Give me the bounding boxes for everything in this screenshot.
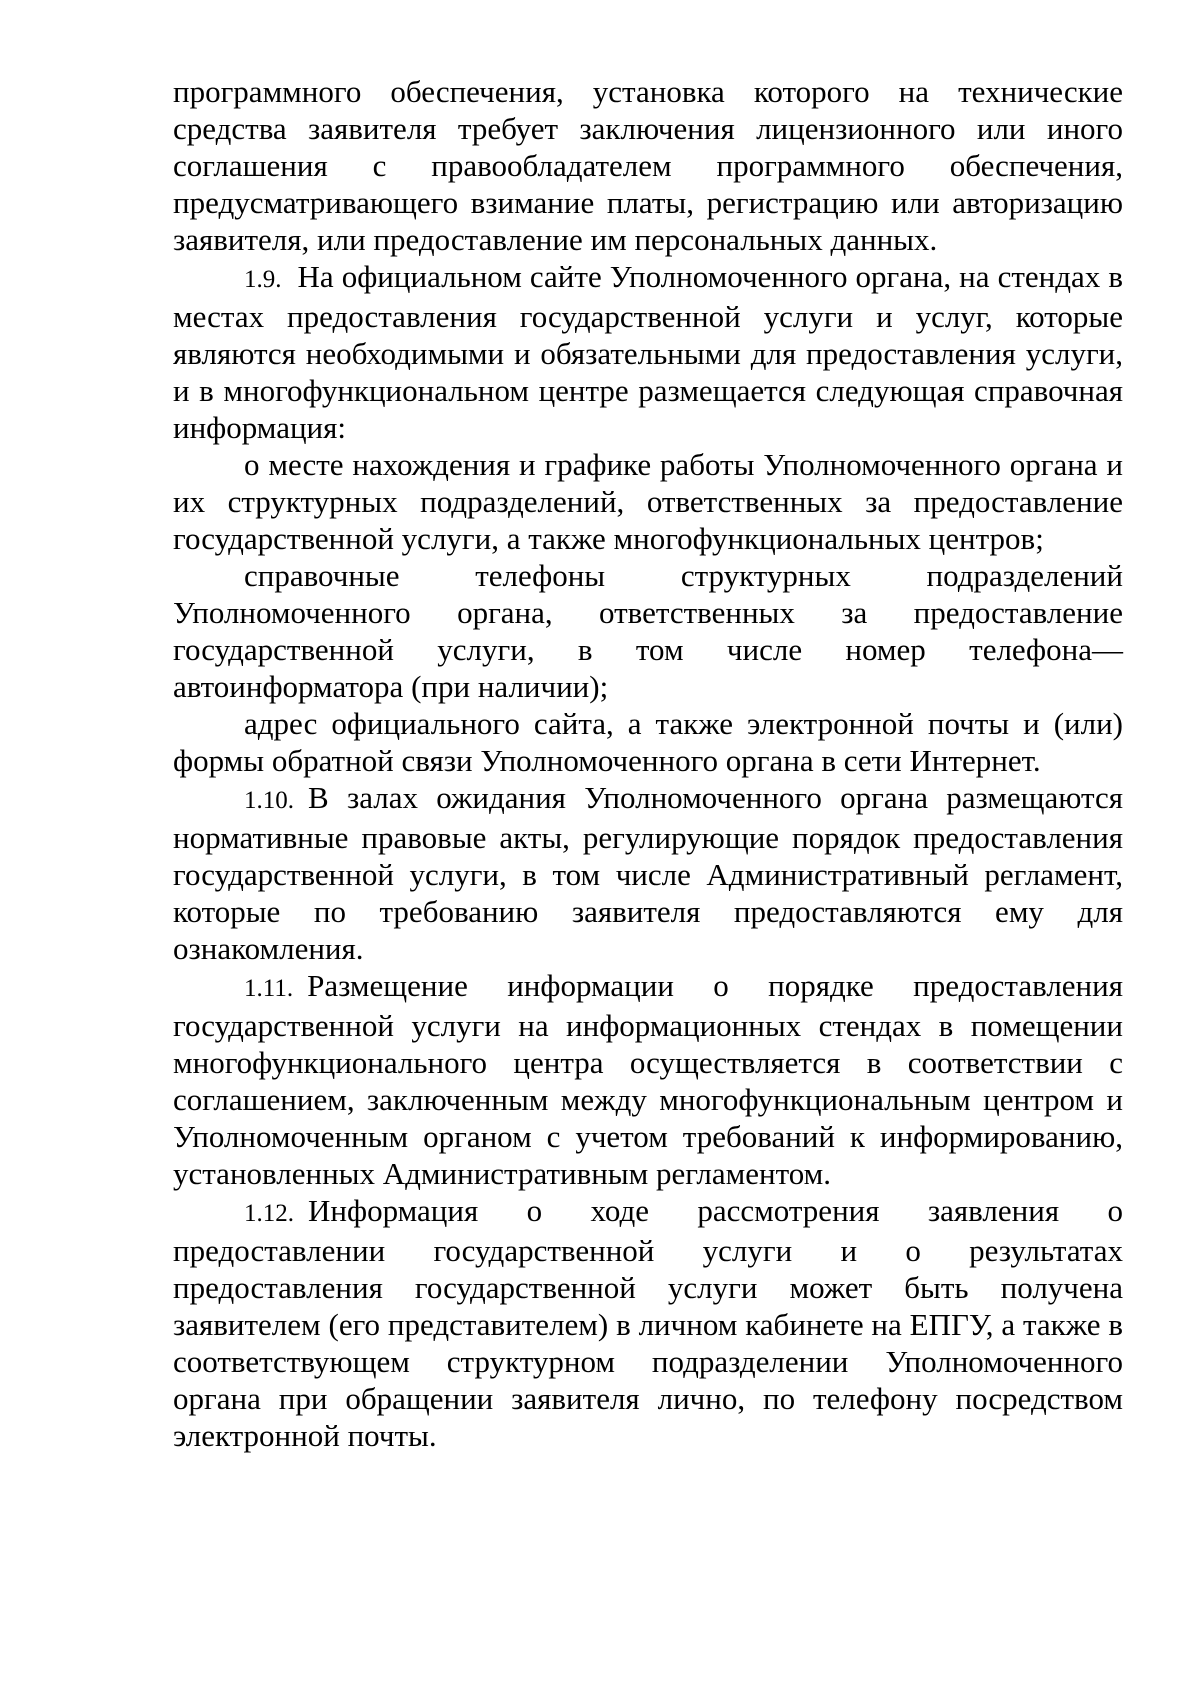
paragraph-text: Информация о ходе рассмотрения заявления о предоставлении государственной услуги и о результатах предоставления государственной услуги может быть получена заявителем (его представителем) в личном кабинете на ЕПГУ, а также в соответствующем структурном подразделении Уполномоченного органа при обращении заявителя лично, по телефону посредством электронной почты. <box>173 1193 1123 1453</box>
paragraph-number: 1.12. <box>244 1200 294 1227</box>
paragraph-text: справочные телефоны структурных подразделений Уполномоченного органа, ответственных за предоставление государственной услуги, в том числе номер телефона—автоинформатора (при наличии); <box>173 558 1123 704</box>
paragraph-1-9 <box>173 258 1123 446</box>
paragraph-1-10 <box>173 779 1123 967</box>
paragraph-text: В залах ожидания Уполномоченного органа размещаются нормативные правовые акты, регулирующие порядок предоставления государственной услуги, в том числе Административный регламент, которые по требованию заявителя предоставляются ему для ознакомления. <box>173 780 1123 966</box>
paragraph-website-info <box>173 705 1123 779</box>
paragraph-number: 1.10. <box>244 787 294 814</box>
paragraph-text: Размещение информации о порядке предоставления государственной услуги на информационных стендах в помещении многофункционального центра осуществляется в соответствии с соглашением, заключенным между многофункциональным центром и Уполномоченным органом с учетом требований к информированию, установленных Административным регламентом. <box>173 968 1123 1191</box>
paragraph-text: о месте нахождения и графике работы Уполномоченного органа и их структурных подразделений, ответственных за предоставление государственной услуги, а также многофункциональных центров; <box>173 447 1123 556</box>
paragraph-text: программного обеспечения, установка которого на технические средства заявителя требует заключения лицензионного или иного соглашения с правообладателем программного обеспечения, предусматривающего взимание платы, регистрацию или авторизацию заявителя, или предоставление им персональных данных. <box>173 74 1123 257</box>
paragraph-number: 1.11. <box>244 975 294 1002</box>
paragraph-text: На официальном сайте Уполномоченного органа, на стендах в местах предоставления государственной услуги и услуг, которые являются необходимыми и обязательными для предоставления услуги, и в многофункциональном центре размещается следующая справочная информация: <box>173 259 1123 445</box>
paragraph-continuation <box>173 73 1123 258</box>
paragraph-1-12 <box>173 1192 1123 1454</box>
paragraph-location-info <box>173 446 1123 557</box>
paragraph-phone-info <box>173 557 1123 705</box>
paragraph-number: 1.9. <box>244 266 282 293</box>
paragraph-1-11 <box>173 967 1123 1192</box>
document-body <box>173 73 1123 1454</box>
paragraph-text: адрес официального сайта, а также электронной почты и (или) формы обратной связи Уполномоченного органа в сети Интернет. <box>173 706 1123 778</box>
